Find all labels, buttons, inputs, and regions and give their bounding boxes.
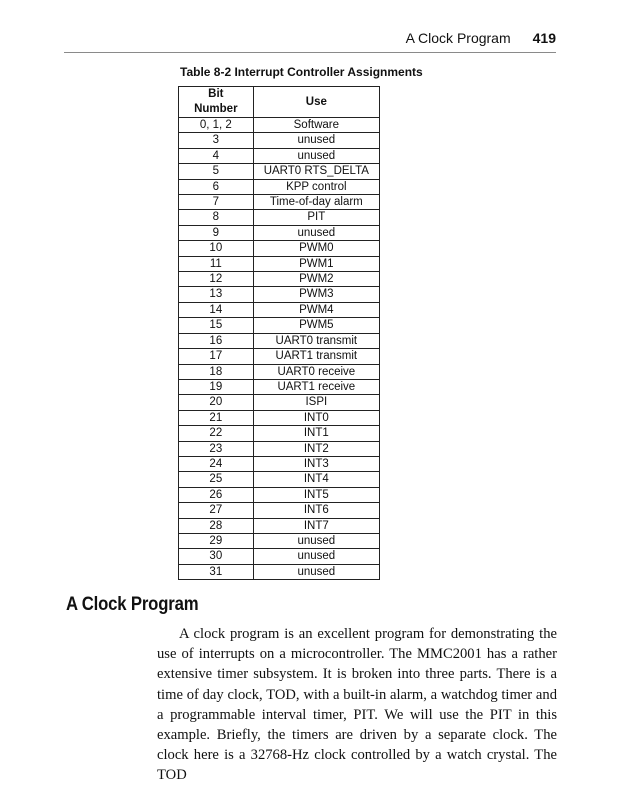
- use-cell: INT2: [253, 441, 379, 456]
- bit-number-cell: 12: [179, 272, 254, 287]
- bit-number-cell: 5: [179, 164, 254, 179]
- table-row: [179, 487, 380, 502]
- table-row: [179, 148, 380, 163]
- table-row: [179, 179, 380, 194]
- bit-number-cell: 7: [179, 195, 254, 210]
- use-cell: unused: [253, 148, 379, 163]
- use-cell: PWM2: [253, 272, 379, 287]
- bit-number-cell: 19: [179, 379, 254, 394]
- table-row: [179, 318, 380, 333]
- use-cell: PWM1: [253, 256, 379, 271]
- bit-number-cell: 21: [179, 410, 254, 425]
- bit-number-cell: 15: [179, 318, 254, 333]
- column-header-use: Use: [253, 87, 379, 118]
- table-row: [179, 195, 380, 210]
- use-cell: PWM5: [253, 318, 379, 333]
- table-row: [179, 272, 380, 287]
- table-row: [179, 225, 380, 240]
- table-row: [179, 426, 380, 441]
- bit-number-cell: 23: [179, 441, 254, 456]
- bit-number-cell: 31: [179, 564, 254, 579]
- table-row: [179, 241, 380, 256]
- use-cell: unused: [253, 549, 379, 564]
- bit-number-cell: 25: [179, 472, 254, 487]
- column-header-bit-number: [179, 87, 254, 118]
- bit-number-cell: 26: [179, 487, 254, 502]
- use-cell: UART0 transmit: [253, 333, 379, 348]
- table-row: [179, 364, 380, 379]
- running-title: A Clock Program: [405, 30, 511, 46]
- bit-number-cell: 6: [179, 179, 254, 194]
- table-row: [179, 410, 380, 425]
- table-header-row: [179, 87, 380, 118]
- table-row: [179, 472, 380, 487]
- use-cell: unused: [253, 564, 379, 579]
- bit-number-cell: 22: [179, 426, 254, 441]
- table-body: [179, 118, 380, 580]
- use-cell: unused: [253, 225, 379, 240]
- section-heading: A Clock Program: [66, 594, 199, 615]
- use-cell: PWM4: [253, 302, 379, 317]
- table-row: [179, 549, 380, 564]
- bit-number-cell: 14: [179, 302, 254, 317]
- table-row: [179, 256, 380, 271]
- bit-number-cell: 8: [179, 210, 254, 225]
- table-row: [179, 333, 380, 348]
- bit-number-cell: 13: [179, 287, 254, 302]
- table-row: [179, 395, 380, 410]
- bit-number-cell: 27: [179, 503, 254, 518]
- use-cell: ISPI: [253, 395, 379, 410]
- use-cell: unused: [253, 133, 379, 148]
- use-cell: INT7: [253, 518, 379, 533]
- table-row: [179, 210, 380, 225]
- use-cell: UART0 receive: [253, 364, 379, 379]
- bit-number-cell: 18: [179, 364, 254, 379]
- use-cell: INT3: [253, 456, 379, 471]
- table-row: [179, 379, 380, 394]
- table-row: [179, 441, 380, 456]
- use-cell: KPP control: [253, 179, 379, 194]
- bit-number-cell: 30: [179, 549, 254, 564]
- use-cell: INT1: [253, 426, 379, 441]
- page-number: 419: [532, 30, 556, 46]
- bit-number-cell: 20: [179, 395, 254, 410]
- use-cell: unused: [253, 533, 379, 548]
- table-row: [179, 564, 380, 579]
- table-row: [179, 133, 380, 148]
- table-row: [179, 118, 380, 133]
- bit-number-cell: 11: [179, 256, 254, 271]
- column-header-bit-line1: Bit: [208, 88, 224, 100]
- table-caption: Table 8-2 Interrupt Controller Assignments: [180, 65, 423, 79]
- use-cell: INT0: [253, 410, 379, 425]
- use-cell: PIT: [253, 210, 379, 225]
- table-row: [179, 287, 380, 302]
- table-row: [179, 518, 380, 533]
- column-header-bit-line2: Number: [194, 103, 238, 115]
- use-cell: PWM0: [253, 241, 379, 256]
- bit-number-cell: 0, 1, 2: [179, 118, 254, 133]
- body-paragraph: A clock program is an excellent program for demonstrating the use of interrupts on a microcontroller. The MMC2001 has a rather extensive timer subsystem. It is broken into three parts. There is a time of day clock, TOD, with a built-in alarm, a watchdog timer and a programmable interval timer, PIT. We will use the PIT in this example. Briefly, the timers are driven by a separate clock. The clock here is a 32768-Hz clock controlled by a watch crystal. The TOD: [157, 626, 557, 784]
- use-cell: UART1 transmit: [253, 349, 379, 364]
- table-row: [179, 349, 380, 364]
- use-cell: INT6: [253, 503, 379, 518]
- bit-number-cell: 3: [179, 133, 254, 148]
- table-row: [179, 302, 380, 317]
- bit-number-cell: 16: [179, 333, 254, 348]
- use-cell: INT5: [253, 487, 379, 502]
- table-row: [179, 164, 380, 179]
- table-row: [179, 533, 380, 548]
- bit-number-cell: 28: [179, 518, 254, 533]
- bit-number-cell: 24: [179, 456, 254, 471]
- use-cell: UART0 RTS_DELTA: [253, 164, 379, 179]
- use-cell: INT4: [253, 472, 379, 487]
- use-cell: PWM3: [253, 287, 379, 302]
- interrupt-assignments-table: [178, 86, 380, 580]
- table-row: [179, 456, 380, 471]
- bit-number-cell: 9: [179, 225, 254, 240]
- use-cell: Time-of-day alarm: [253, 195, 379, 210]
- use-cell: Software: [253, 118, 379, 133]
- bit-number-cell: 17: [179, 349, 254, 364]
- table-row: [179, 503, 380, 518]
- bit-number-cell: 4: [179, 148, 254, 163]
- use-cell: UART1 receive: [253, 379, 379, 394]
- bit-number-cell: 29: [179, 533, 254, 548]
- running-header: [64, 30, 556, 53]
- bit-number-cell: 10: [179, 241, 254, 256]
